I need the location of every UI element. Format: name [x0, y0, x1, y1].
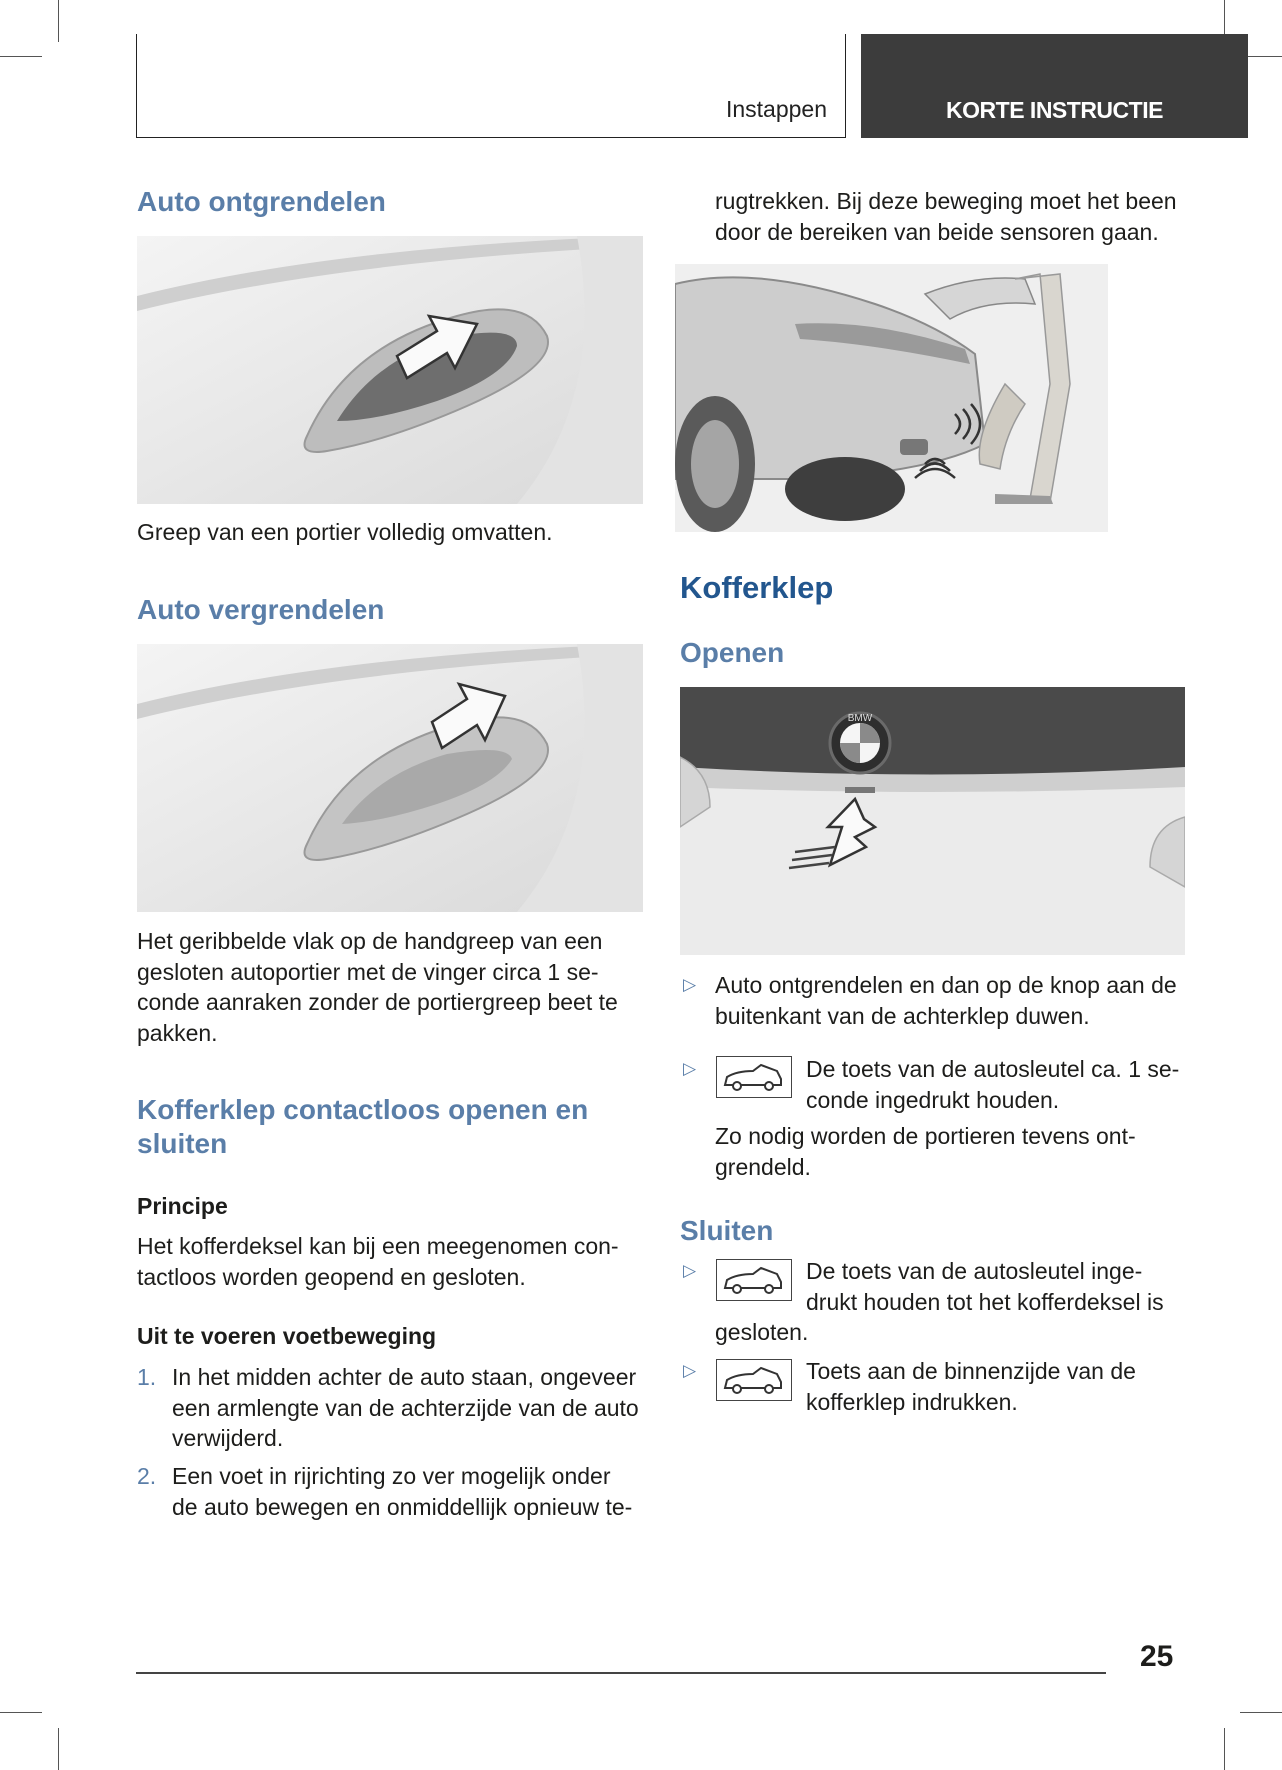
text-line: verwijderd. [172, 1425, 284, 1451]
text-line: Zo nodig worden de portieren tevens ont- [715, 1123, 1136, 1149]
text-line: rugtrekken. Bij deze beweging moet het been [715, 188, 1177, 214]
text-line: pakken. [137, 1019, 218, 1046]
text-line: In het midden achter de auto staan, ongeveer [172, 1364, 637, 1390]
text-line: Het geribbelde vlak op de handgreep van een [137, 928, 603, 954]
crop-mark [1240, 1712, 1282, 1713]
heading-open: Openen [680, 637, 785, 668]
text-line: tactloos worden geopend en gesloten. [137, 1263, 526, 1290]
car-trunk-key-icon [716, 1259, 792, 1301]
triangle-bullet-icon: ▷ [683, 1361, 697, 1380]
heading-principle: Principe [137, 1193, 228, 1219]
caption-unlock: Greep van een portier volledig omvatten. [137, 519, 553, 545]
text-line: De toets van de autosleutel inge- [806, 1258, 1143, 1284]
crop-mark [0, 1712, 42, 1713]
list-item-note [715, 1121, 1136, 1182]
step-number: 1. [137, 1364, 157, 1390]
footer-rule [136, 1672, 1106, 1674]
crop-mark [1224, 1728, 1225, 1770]
running-header [136, 34, 846, 138]
heading-foot-movement: Uit te voeren voetbeweging [137, 1323, 437, 1349]
text-line: de auto bewegen en onmiddellijk opnieuw te- [172, 1493, 633, 1520]
text-line: Een voet in rijrichting zo ver mogelijk onder [172, 1463, 611, 1489]
text-line: conde ingedrukt houden. [806, 1086, 1060, 1113]
step-number: 2. [137, 1463, 157, 1489]
list-item-text [806, 1356, 1136, 1417]
text-line: gesloten autoportier met de vinger circa 1 se- [137, 958, 599, 985]
paragraph-lock [137, 926, 618, 1048]
step-text [172, 1461, 632, 1522]
figure-door-handle-touch [137, 644, 643, 912]
triangle-bullet-icon: ▷ [683, 1261, 697, 1280]
heading-tailgate: Kofferklep [680, 570, 834, 605]
text-line: Auto ontgrendelen en dan op de knop aan de [715, 972, 1177, 998]
chapter-title: KORTE INSTRUCTIE [946, 97, 1163, 123]
figure-tailgate-button [680, 687, 1185, 955]
text-line: grendeld. [715, 1153, 811, 1180]
text-line: drukt houden tot het kofferdeksel is [806, 1288, 1164, 1315]
triangle-bullet-icon: ▷ [683, 1059, 697, 1078]
header-section-title: Instappen [725, 96, 827, 122]
text-line: door de bereiken van beide sensoren gaan. [715, 218, 1159, 245]
heading-contactless [137, 1093, 588, 1161]
text-line: buitenkant van de achterklep duwen. [715, 1002, 1090, 1029]
heading-line: Kofferklep contactloos openen en [137, 1094, 589, 1125]
chapter-tab [861, 34, 1248, 138]
heading-line: sluiten [137, 1128, 228, 1159]
car-trunk-key-icon [716, 1056, 792, 1098]
car-trunk-button-icon [716, 1359, 792, 1401]
text-line: Toets aan de binnenzijde van de [806, 1358, 1136, 1384]
heading-lock: Auto vergrendelen [137, 594, 385, 625]
text-line: gesloten. [715, 1319, 809, 1345]
text-line: Het kofferdeksel kan bij een meegenomen con- [137, 1233, 619, 1259]
text-line: een armlengte van de achterzijde van de auto [172, 1394, 639, 1421]
step-text [172, 1362, 639, 1454]
text-line: conde aanraken zonder de portiergreep beet te [137, 989, 618, 1015]
crop-mark [58, 0, 59, 42]
heading-unlock: Auto ontgrendelen [137, 186, 386, 217]
crop-mark [58, 1728, 59, 1770]
bmw-badge-text: BMW [847, 713, 873, 724]
list-item-text [806, 1054, 1179, 1115]
figure-foot-sensor [675, 264, 1108, 532]
text-line: De toets van de autosleutel ca. 1 se- [806, 1056, 1180, 1082]
crop-mark [0, 56, 42, 57]
triangle-bullet-icon: ▷ [683, 975, 697, 994]
list-item-text [806, 1256, 1164, 1317]
figure-door-handle-grip [137, 236, 643, 504]
paragraph-principle [137, 1231, 619, 1292]
paragraph-continued [715, 186, 1177, 247]
page-number: 25 [1140, 1640, 1174, 1673]
text-line: kofferklep indrukken. [806, 1388, 1018, 1415]
heading-close: Sluiten [680, 1215, 774, 1246]
list-item-text [715, 970, 1177, 1031]
